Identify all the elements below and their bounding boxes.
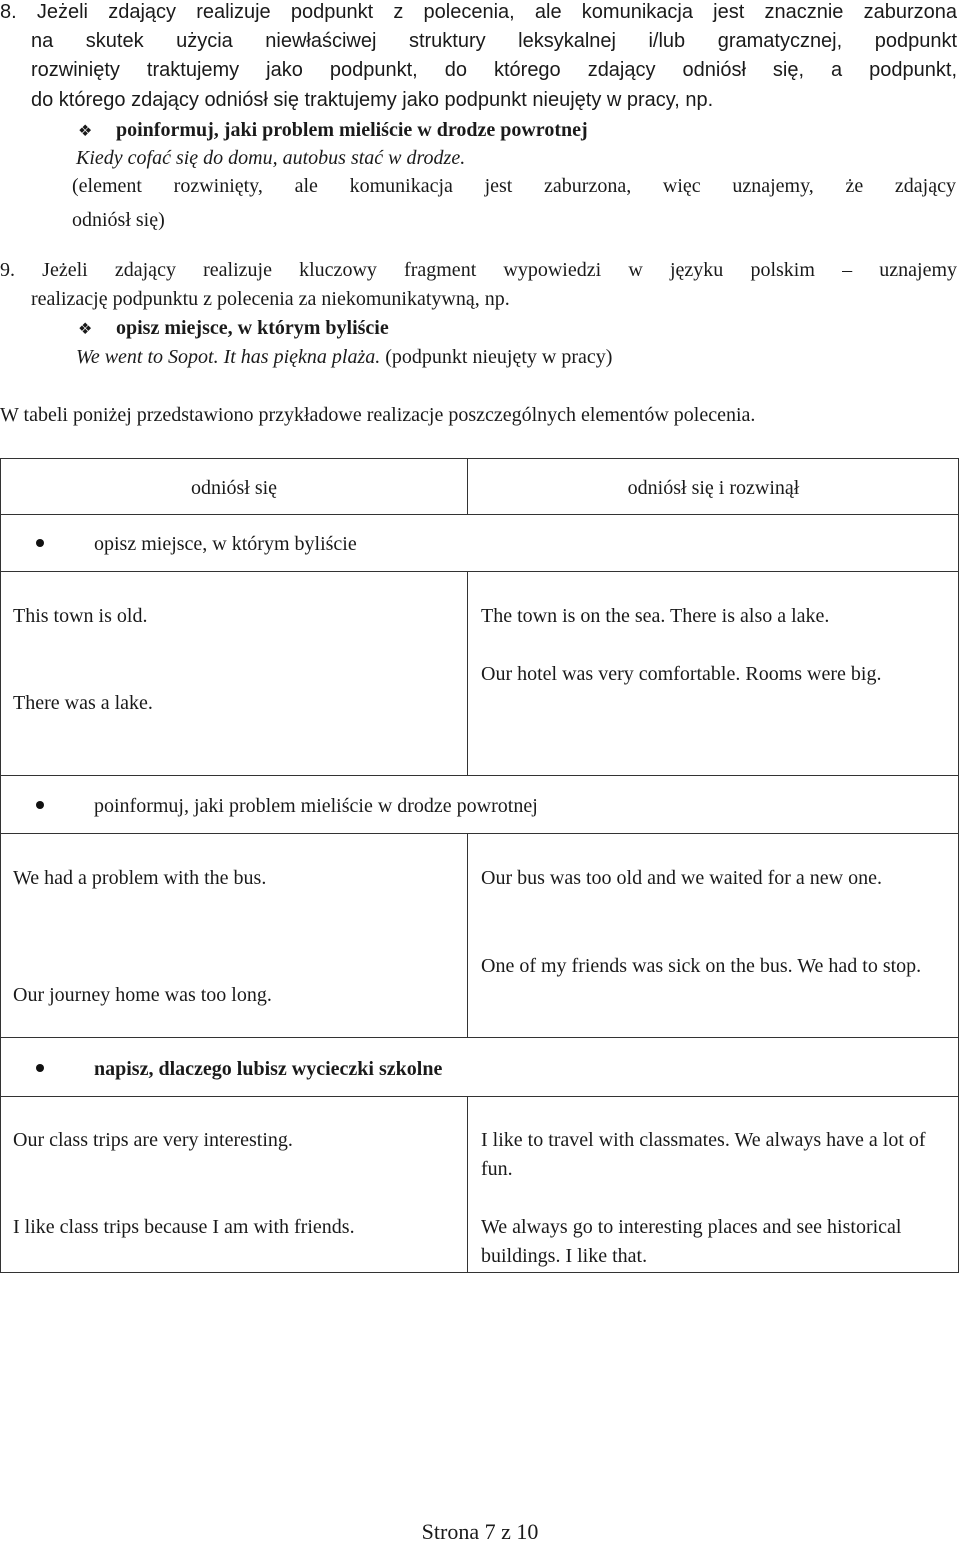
section9-example-row	[76, 345, 612, 369]
section9-bullet-row	[78, 316, 389, 342]
dot-bullet-icon	[36, 539, 44, 547]
section8-line4: do którego zdający odniósł się traktujemy jako podpunkt nieujęty w pracy, np.	[31, 89, 714, 111]
table-divider	[0, 833, 959, 834]
table-divider	[0, 1096, 959, 1097]
table-column-divider	[467, 571, 468, 775]
dot-bullet-icon	[36, 801, 44, 809]
diamond-bullet-icon: ❖	[78, 321, 93, 338]
table-cell-right: We always go to interesting places and see historical buildings. I like that.	[481, 1216, 902, 1267]
table-divider	[0, 775, 959, 776]
table-cell-right: The town is on the sea. There is also a lake.	[481, 605, 830, 627]
section8-line3: rozwinięty traktujemy jako podpunkt, do którego zdający odniósł się, a podpunkt,	[31, 59, 957, 81]
section8-note1: (element rozwinięty, ale komunikacja jest zaburzona, więc uznajemy, że zdający	[72, 175, 956, 197]
dot-bullet-icon	[36, 1064, 44, 1072]
table-column-divider	[467, 833, 468, 1037]
table-cell-left: Our class trips are very interesting.	[13, 1129, 293, 1151]
table-cell-left: We had a problem with the bus.	[13, 867, 267, 889]
table-intro: W tabeli poniżej przedstawiono przykładowe realizacje poszczególnych elementów polecenia.	[0, 404, 756, 426]
table-header-right: odniósł się i rozwinął	[627, 477, 800, 499]
section8-note2: odniósł się)	[72, 209, 165, 231]
group-title: opisz miejsce, w którym byliście	[94, 533, 357, 555]
section8-bullet: poinformuj, jaki problem mieliście w drodze powrotnej	[116, 119, 588, 141]
group-title-row	[36, 532, 357, 556]
table-cell-left: This town is old.	[13, 605, 148, 627]
section9-line2: realizację podpunktu z polecenia za niekomunikatywną, np.	[31, 288, 510, 310]
table-cell-left: Our journey home was too long.	[13, 984, 272, 1006]
section8-line2: na skutek użycia niewłaściwej struktury leksykalnej i/lub gramatycznej, podpunkt	[31, 30, 957, 52]
section8-example: Kiedy cofać się do domu, autobus stać w drodze.	[76, 147, 466, 169]
section9-bullet: opisz miejsce, w którym byliście	[116, 317, 389, 339]
table-cell-left: There was a lake.	[13, 692, 153, 714]
group-title: napisz, dlaczego lubisz wycieczki szkolne	[94, 1058, 443, 1080]
section9-line1: 9. Jeżeli zdający realizuje kluczowy fragment wypowiedzi w języku polskim – uznajemy	[0, 259, 957, 281]
section9-example: We went to Sopot. It has piękna plaża.	[76, 346, 381, 368]
table-divider	[0, 514, 959, 515]
group-title-row	[36, 1057, 442, 1081]
group-title: poinformuj, jaki problem mieliście w drodze powrotnej	[94, 795, 538, 817]
diamond-bullet-icon: ❖	[78, 123, 93, 140]
page-number: Strona 7 z 10	[421, 1519, 539, 1544]
table-cell-right: Our bus was too old and we waited for a new one.	[481, 867, 883, 889]
group-title-row	[36, 794, 538, 818]
section8-line1: 8. Jeżeli zdający realizuje podpunkt z polecenia, ale komunikacja jest znacznie zaburzona	[0, 1, 957, 23]
section9-note: (podpunkt nieujęty w pracy)	[380, 346, 613, 368]
table-cell-right: Our hotel was very comfortable. Rooms were big.	[481, 663, 882, 685]
table-header-left: odniósł się	[190, 477, 278, 499]
table-divider	[0, 571, 959, 572]
table-divider	[0, 1037, 959, 1038]
table-cell-right: One of my friends was sick on the bus. We had to stop.	[481, 955, 922, 977]
table-cell-left: I like class trips because I am with friends.	[13, 1216, 355, 1238]
table-cell-right: I like to travel with classmates. We always have a lot of fun.	[481, 1129, 926, 1180]
section8-bullet-row	[78, 118, 588, 144]
table-column-divider	[467, 1096, 468, 1273]
